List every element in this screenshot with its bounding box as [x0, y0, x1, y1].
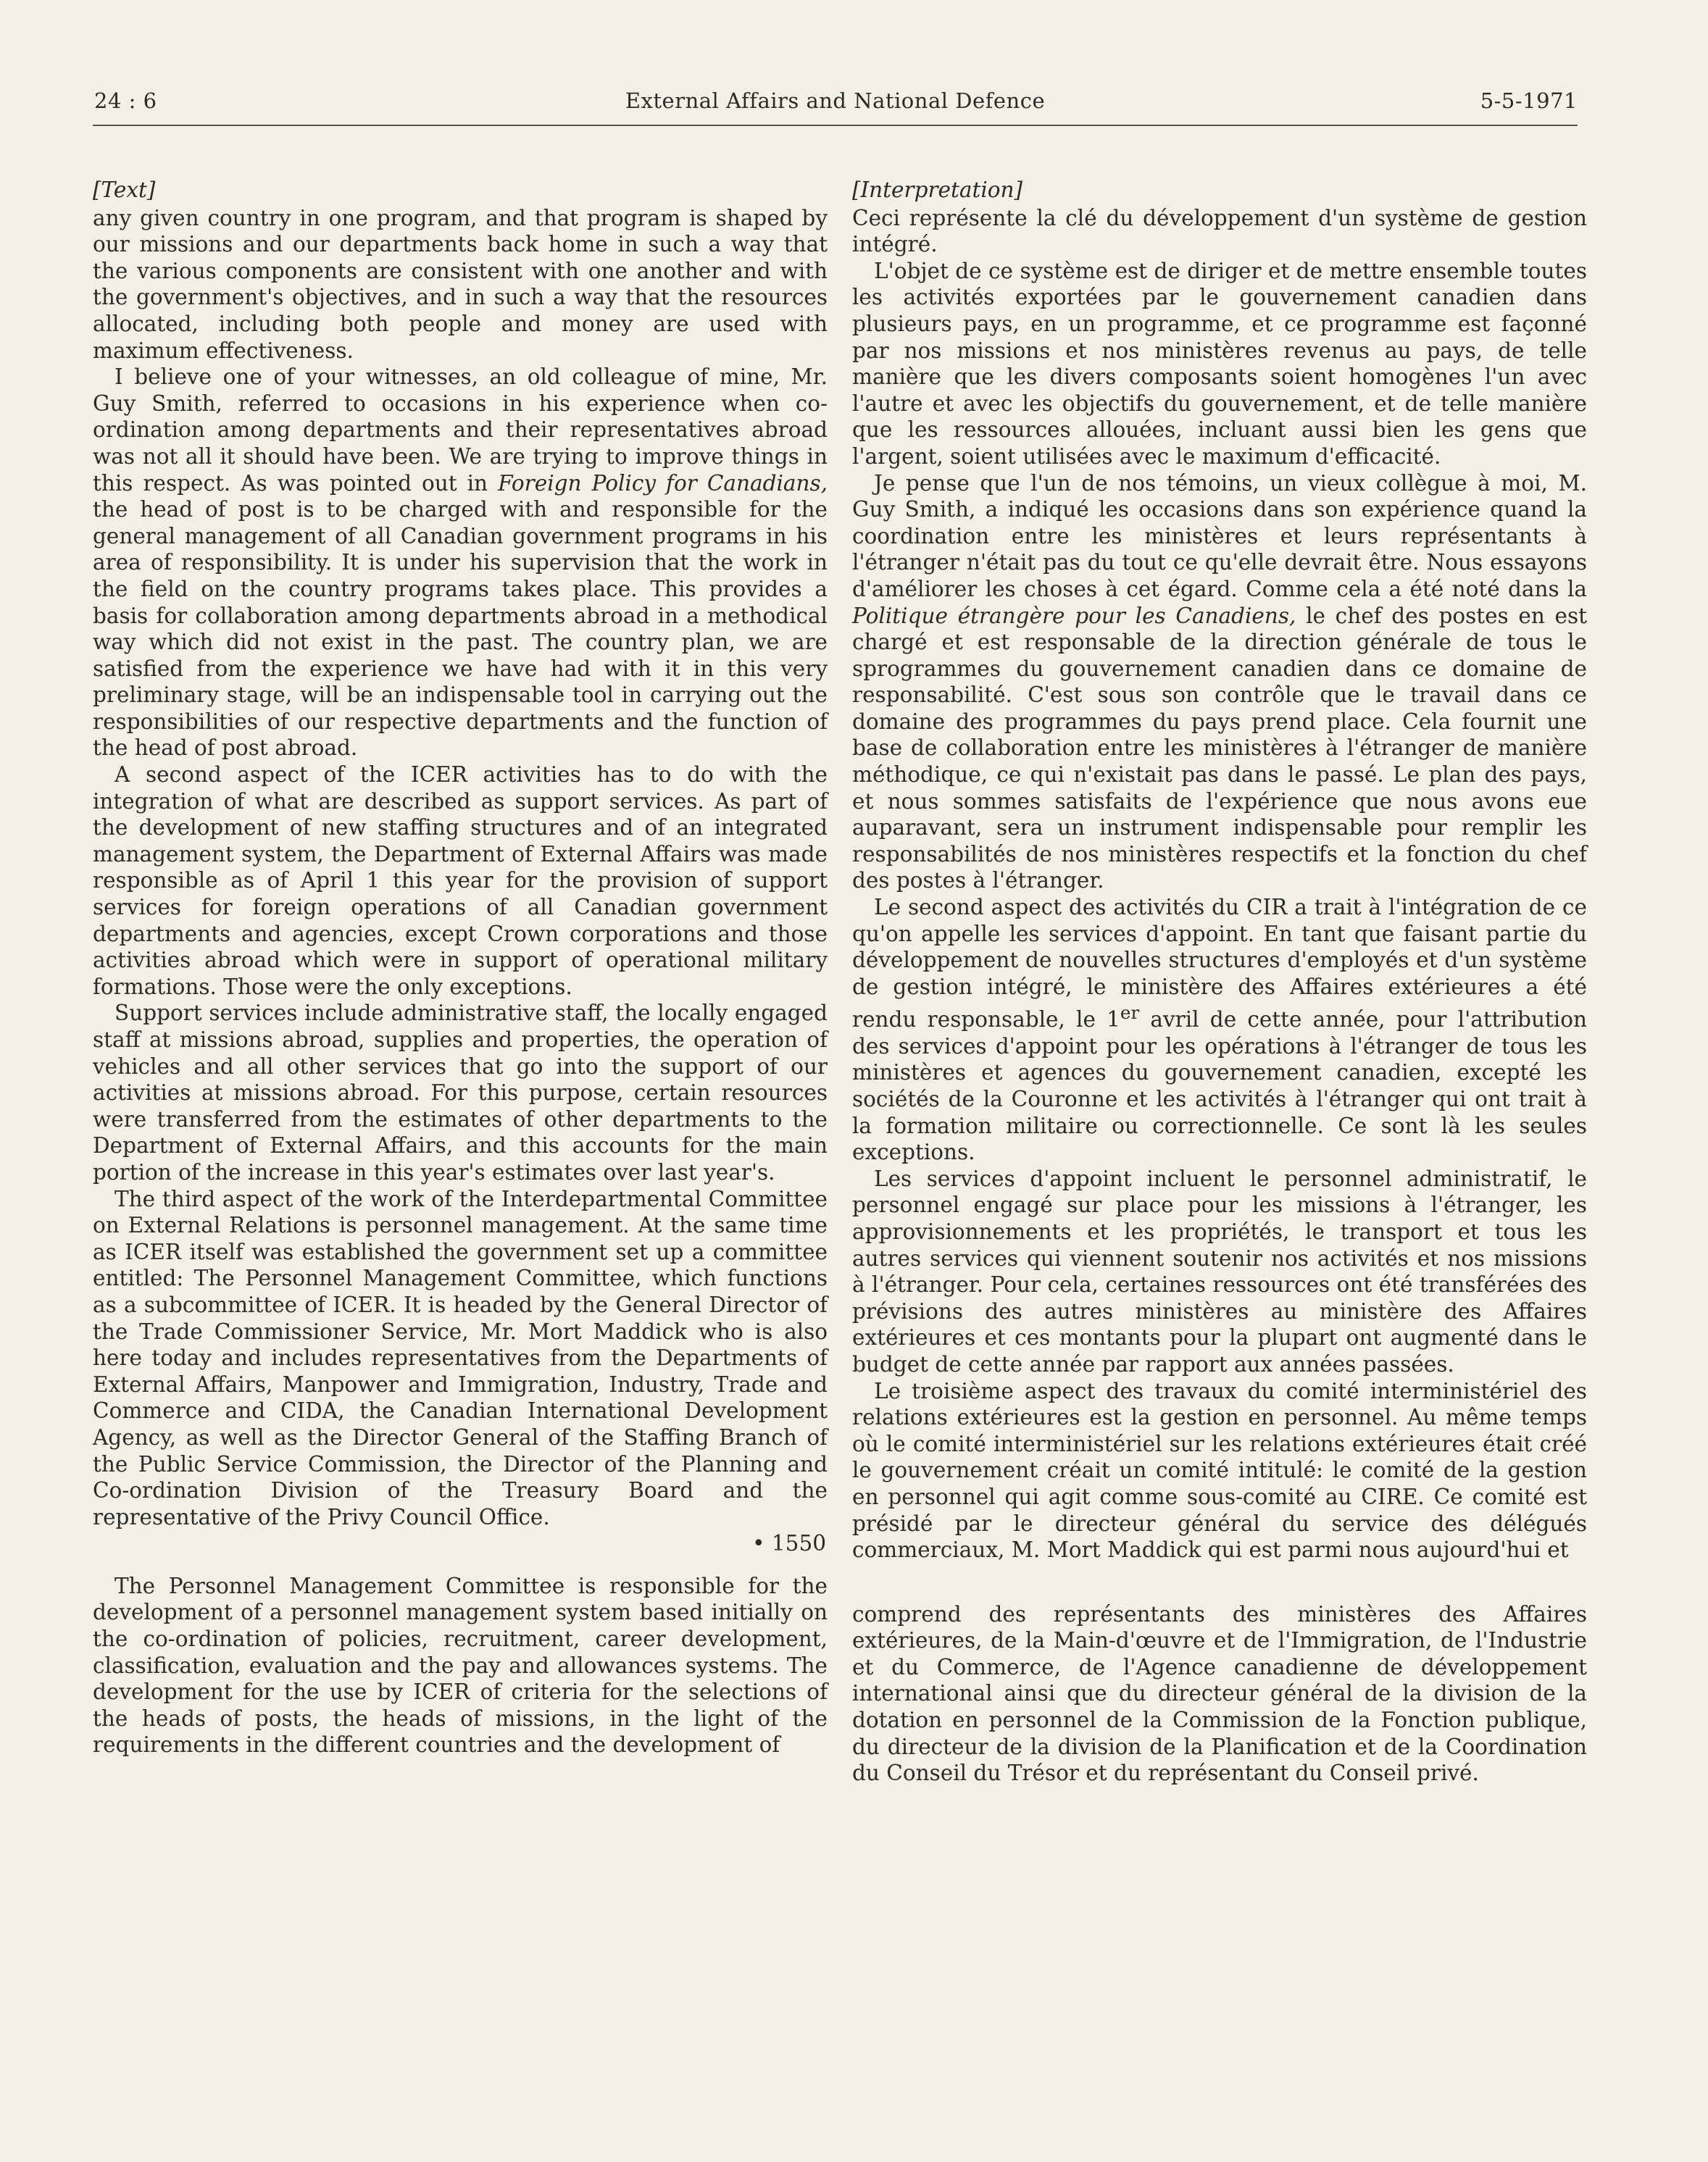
running-title: External Affairs and National Defence	[625, 88, 1046, 113]
paragraph-text: Le second aspect des activités du CIR a trait à l'intégration de ce qu'on appelle les services d'appoint. En tant que faisant partie du développement de nouvelles structures d'employés et d'un système de gestion intégré, le ministère des Affaires extérieures a été rendu responsable, le 1	[852, 895, 1587, 1032]
paragraph: The Personnel Management Committee is responsible for the development of a personnel management system based initially on the co-ordination of policies, recruitment, career development, classification, evaluation and the pay and allowances systems. The development for the use by ICER of criteria for the selections of the heads of posts, the heads of missions, in the light of the requirements in the different countries and the development of	[93, 1573, 828, 1758]
paragraph: A second aspect of the ICER activities has to do with the integration of what are described as support services. As part of the development of new staffing structures and of an integrated management system, the Department of External Affairs was made responsible as of April 1 this year for the provision of support services for foreign operations of all Canadian government departments and agencies, except Crown corporations and those activities abroad which were in support of operational military formations. Those were the only exceptions.	[93, 762, 828, 999]
column-label: [Text]	[93, 178, 156, 202]
page-number: 24 : 6	[94, 88, 157, 113]
publication-title: Politique étrangère pour les Canadiens,	[852, 603, 1296, 628]
header-date: 5-5-1971	[1480, 88, 1578, 113]
column-label: [Interpretation]	[852, 178, 1023, 202]
paragraph: comprend des représentants des ministères des Affaires extérieures, de la Main-d'œuvre et de l'Immigration, de l'Industrie et du Commerce, de l'Agence canadienne de développement international ainsi que du directeur général de la division de la dotation en personnel de la Commission de la Fonction publique, du directeur de la division de la Planification et de la Coordination du Conseil du Trésor et du représentant du Conseil privé.	[852, 1601, 1587, 1786]
paragraph: The third aspect of the work of the Interdepartmental Committee on External Relations is personnel management. At the same time as ICER itself was established the government set up a committee entitled: The Personnel Management Committee, which functions as a subcommittee of ICER. It is headed by the General Director of the Trade Commissioner Service, Mr. Mort Maddick who is also here today and includes representatives from the Departments of External Affairs, Manpower and Immigration, Industry, Trade and Commerce and CIDA, the Canadian International Development Agency, as well as the Director General of the Staffing Branch of the Public Service Commission, the Director of the Planning and Co-ordination Division of the Treasury Board and the representative of the Privy Council Office.	[93, 1186, 828, 1529]
french-column	[852, 177, 1587, 1787]
publication-title: Foreign Policy for Canadians,	[498, 470, 828, 496]
paragraph-text: avril de cette année, pour l'attribution des services d'appoint pour les opérations à l'étranger de tous les ministères et agences du gouvernement canadien, excepté les sociétés de la Couronne et les activités à l'étranger qui ont trait à la formation militaire ou correctionnelle. Ce sont là les seules exceptions.	[852, 1007, 1587, 1165]
paragraph: any given country in one program, and that program is shaped by our missions and our departments back home in such a way that the various components are consistent with one another and with the government's objectives, and in such a way that the resources allocated, including both people and money are used with maximum effectiveness.	[93, 205, 828, 363]
paragraph-text: Je pense que l'un de nos témoins, un vieux collègue à moi, M. Guy Smith, a indiqué les occasions dans son expérience quand la coordination entre les ministères et leurs représentants à l'étranger n'était pas du tout ce qu'elle devrait être. Nous essayons d'améliorer les choses à cet égard. Comme cela a été noté dans la	[852, 470, 1587, 601]
english-column	[93, 177, 828, 1758]
time-marker: • 1550	[752, 1531, 826, 1556]
ordinal-suffix: er	[1120, 1002, 1140, 1024]
paragraph	[852, 894, 1587, 1166]
paragraph	[852, 470, 1587, 895]
page-header	[93, 85, 1578, 126]
paragraph: Les services d'appoint incluent le personnel administratif, le personnel engagé sur place pour les missions à l'étranger, les approvisionnements et les propriétés, le transport et tous les autres services qui viennent soutenir nos activités et nos missions à l'étranger. Pour cela, certaines ressources ont été transférées des prévisions des autres ministères au ministère des Affaires extérieures et ces montants pour la plupart ont augmenté dans le budget de cette année par rapport aux années passées.	[852, 1166, 1587, 1377]
column-gap	[852, 1564, 1587, 1601]
paragraph-text: the head of post is to be charged with and responsible for the general management of all Canadian government programs in his area of responsibility. It is under his supervision that the work in the field on the country programs takes place. This provides a basis for collaboration among departments abroad in a methodical way which did not exist in the past. The country plan, we are satisfied from the experience we have had with it in this very preliminary stage, will be an indispensable tool in carrying out the responsibilities of our respective departments and the function of the head of post abroad.	[93, 497, 828, 761]
paragraph-text: I believe one of your witnesses, an old colleague of mine, Mr. Guy Smith, referred to occasions in his experience when co-ordination among departments and their representatives abroad was not all it should have been. We are trying to improve things in this respect. As was pointed out in	[93, 364, 828, 496]
paragraph: L'objet de ce système est de diriger et de mettre ensemble toutes les activités exportées par le gouvernement canadien dans plusieurs pays, en un programme, et ce programme est façonné par nos missions et nos ministères revenus au pays, de telle manière que les divers composants soient homogènes l'un avec l'autre et avec les objectifs du gouvernement, et de telle manière que les ressources allouées, incluant aussi bien les gens que l'argent, soient utilisées avec le maximum d'efficacité.	[852, 258, 1587, 469]
paragraph-text: le chef des postes en est chargé et est responsable de la direction générale de tous le sprogrammes du gouvernement canadien dans ce domaine de responsabilité. C'est sous son contrôle que le travail dans ce domaine des programmes du pays prend place. Cela fournit une base de collaboration entre les ministères à l'étranger de manière méthodique, ce qui n'existait pas dans le passé. Le plan des pays, et nous sommes satisfaits de l'expérience que nous avons eue auparavant, sera un instrument indispensable pour remplir les responsabilités de nos ministères respectifs et la fonction du chef des postes à l'étranger.	[852, 603, 1587, 893]
paragraph: Support services include administrative staff, the locally engaged staff at missions abroad, supplies and properties, the operation of vehicles and all other services that go into the support of our activities at missions abroad. For this purpose, certain resources were transferred from the estimates of other departments to the Department of External Affairs, and this accounts for the main portion of the increase in this year's estimates over last year's.	[93, 1001, 828, 1185]
paragraph: Le troisième aspect des travaux du comité interministériel des relations extérieures est la gestion en personnel. Au même temps où le comité interministériel sur les relations extérieures était créé le gouvernement créait un comité intitulé: le comité de la gestion en personnel qui agit comme sous-comité au CIRE. Ce comité est présidé par le directeur général du service des délégués commerciaux, M. Mort Maddick qui est parmi nous aujourd'hui et	[852, 1378, 1587, 1563]
paragraph: Ceci représente la clé du développement d'un système de gestion intégré.	[852, 205, 1587, 257]
paragraph	[93, 364, 828, 761]
